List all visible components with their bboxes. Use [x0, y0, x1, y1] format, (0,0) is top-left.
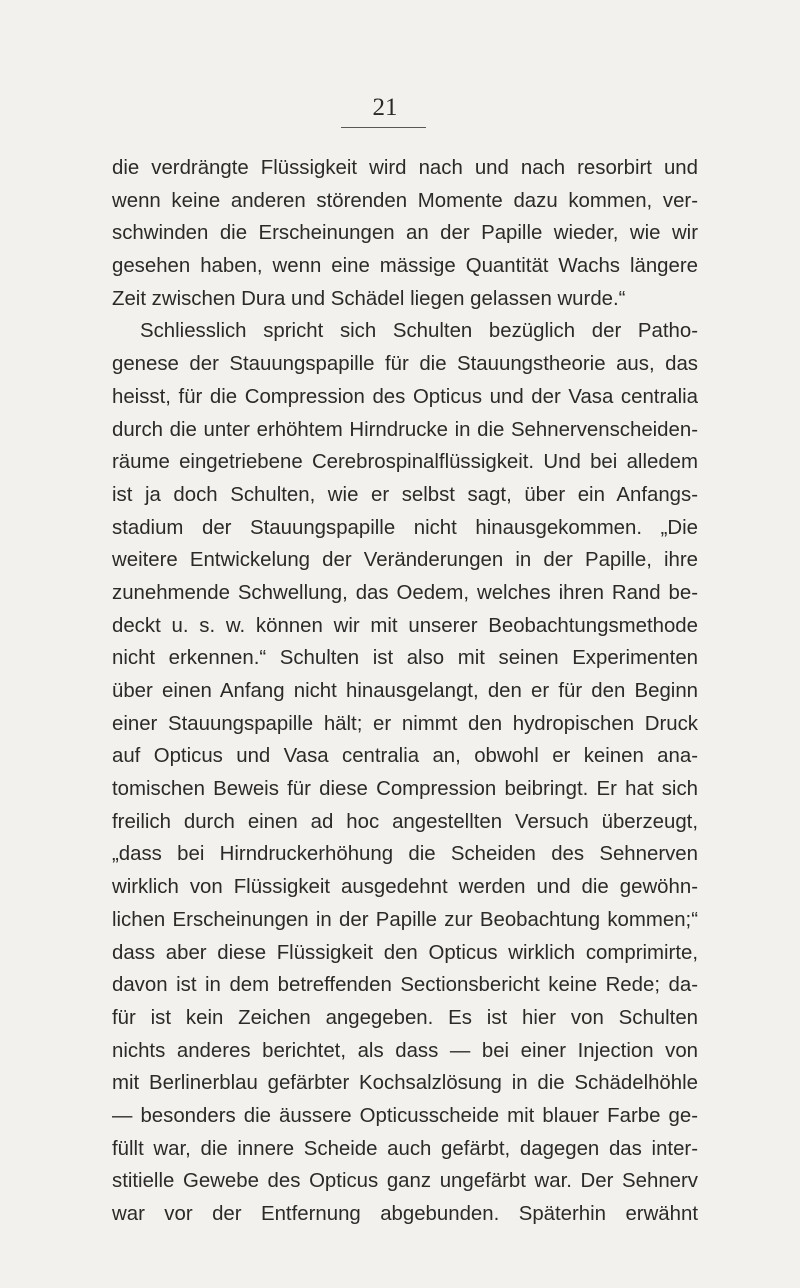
- text-line: zunehmende Schwellung, das Oedem, welches ihren Rand be-: [112, 581, 698, 604]
- page-number-rule: [341, 127, 426, 128]
- text-line: tomischen Beweis für diese Compression beibringt. Er hat sich: [112, 778, 698, 801]
- text-line: schwinden die Erscheinungen an der Papille wieder, wie wir: [112, 222, 698, 245]
- text-line: war vor der Entfernung abgebunden. Späterhin erwähnt: [112, 1203, 698, 1225]
- text-line: über einen Anfang nicht hinausgelangt, den er für den Beginn: [112, 680, 698, 702]
- text-line: genese der Stauungspapille für die Stauungstheorie aus, das: [112, 353, 698, 376]
- text-line: auf Opticus und Vasa centralia an, obwohl er keinen ana-: [112, 745, 698, 768]
- text-line: einer Stauungspapille hält; er nimmt den hydropischen Druck: [112, 712, 698, 735]
- text-line: stitielle Gewebe des Opticus ganz ungefärbt war. Der Sehnerv: [112, 1170, 698, 1193]
- text-line: für ist kein Zeichen angegeben. Es ist hier von Schulten: [112, 1006, 698, 1029]
- text-line: durch die unter erhöhtem Hirndrucke in die Sehnervenscheiden-: [112, 418, 698, 441]
- text-line: mit Berlinerblau gefärbter Kochsalzlösung in die Schädelhöhle: [112, 1072, 698, 1095]
- text-line: nicht erkennen.“ Schulten ist also mit seinen Experimenten: [112, 647, 698, 670]
- text-line: „dass bei Hirndruckerhöhung die Scheiden des Sehnerven: [112, 843, 698, 866]
- text-line: Zeit zwischen Dura und Schädel liegen gelassen wurde.“: [112, 287, 626, 310]
- text-line: davon ist in dem betreffenden Sectionsbericht keine Rede; da-: [112, 974, 698, 997]
- text-line: nichts anderes berichtet, als dass — bei einer Injection von: [112, 1039, 698, 1062]
- text-line: — besonders die äussere Opticusscheide mit blauer Farbe ge-: [112, 1104, 698, 1127]
- text-line: ist ja doch Schulten, wie er selbst sagt, über ein Anfangs-: [112, 483, 698, 506]
- text-line: heisst, für die Compression des Opticus und der Vasa centralia: [112, 385, 698, 408]
- text-line: freilich durch einen ad hoc angestellten Versuch überzeugt,: [112, 810, 698, 833]
- text-line: lichen Erscheinungen in der Papille zur Beobachtung kommen;“: [112, 908, 698, 931]
- page-number: 21: [372, 94, 398, 121]
- text-line: dass aber diese Flüssigkeit den Opticus wirklich comprimirte,: [112, 941, 698, 964]
- text-line: Schliesslich spricht sich Schulten bezüglich der Patho-: [140, 320, 698, 343]
- text-line: füllt war, die innere Scheide auch gefärbt, dagegen das inter-: [112, 1137, 698, 1160]
- text-line: räume eingetriebene Cerebrospinalflüssigkeit. Und bei alledem: [112, 451, 698, 474]
- text-line: wirklich von Flüssigkeit ausgedehnt werden und die gewöhn-: [112, 876, 698, 899]
- body-text: [112, 152, 698, 1231]
- text-line: gesehen haben, wenn eine mässige Quantität Wachs längere: [112, 255, 698, 278]
- text-line: deckt u. s. w. können wir mit unserer Beobachtungsmethode: [112, 614, 698, 637]
- text-line: wenn keine anderen störenden Momente dazu kommen, ver-: [112, 189, 698, 212]
- text-line: die verdrängte Flüssigkeit wird nach und nach resorbirt und: [112, 157, 698, 179]
- text-line: weitere Entwickelung der Veränderungen in der Papille, ihre: [112, 549, 698, 572]
- text-line: stadium der Stauungspapille nicht hinausgekommen. „Die: [112, 516, 698, 539]
